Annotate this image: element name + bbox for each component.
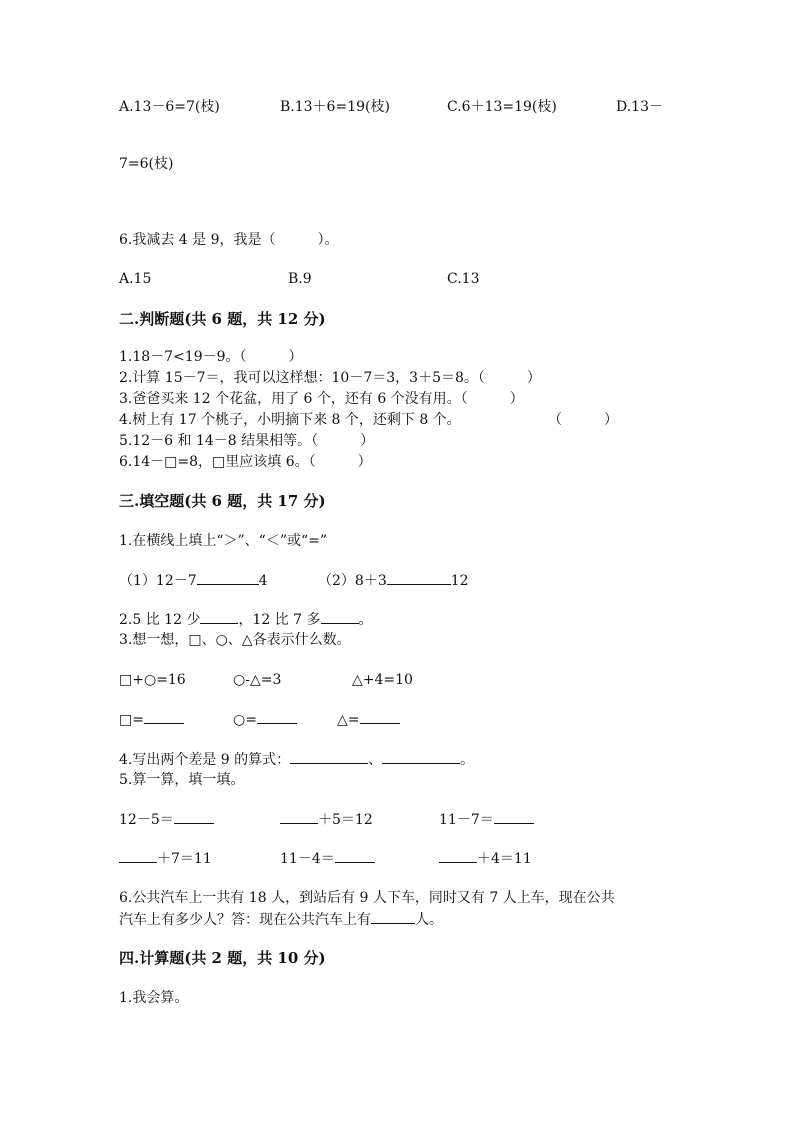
judge-item-2: 2.计算 15－7＝，我可以这样想：10－7＝3，3＋5＝8。（ ） bbox=[119, 370, 541, 386]
fill-q5-r1c3 bbox=[439, 809, 534, 830]
question-6-option-c: C.13 bbox=[447, 271, 480, 287]
option-a: A.13－6=7(枝) bbox=[119, 99, 220, 115]
fill-q3-answer-1 bbox=[119, 709, 184, 730]
fill-q3-answer-3 bbox=[337, 709, 400, 730]
calc-q1: 1.我会算。 bbox=[119, 990, 189, 1006]
fill-q5-r2c3-text: ＋4＝11 bbox=[477, 851, 532, 867]
answer-blank[interactable] bbox=[174, 809, 214, 824]
judge-item-4-paren: （ ） bbox=[548, 412, 618, 428]
fill-q2-text-b: ，12 比 7 多 bbox=[238, 612, 321, 628]
fill-q6-text-a: 汽车上有多少人？答：现在公共汽车上有 bbox=[119, 912, 371, 928]
fill-q1-part1 bbox=[119, 570, 268, 591]
fill-q2-text-a: 2.5 比 12 少 bbox=[119, 612, 201, 628]
fill-q1-part2-left: （2）8＋3 bbox=[318, 573, 387, 589]
option-d-continued: 7=6(枝) bbox=[119, 156, 174, 172]
judge-item-4: 4.树上有 17 个桃子，小明摘下来 8 个，还剩下 8 个。 bbox=[119, 412, 461, 428]
fill-q3-equation-3: △+4=10 bbox=[352, 672, 413, 688]
fill-q3-equation-1: □+○=16 bbox=[119, 672, 186, 688]
fill-q3-equation-2: ○-△=3 bbox=[233, 672, 282, 688]
fill-q3-answer-3-label: △= bbox=[337, 712, 360, 728]
fill-q2-text-c: 。 bbox=[358, 612, 373, 628]
answer-blank[interactable] bbox=[290, 749, 368, 764]
fill-q3-answer-2 bbox=[233, 709, 297, 730]
judge-item-1: 1.18－7<19－9。（ ） bbox=[119, 349, 303, 365]
fill-q5-r1c1-text: 12－5＝ bbox=[119, 812, 174, 828]
question-6-stem: 6.我减去 4 是 9，我是（ ）。 bbox=[119, 232, 339, 248]
fill-q5-r2c3 bbox=[439, 848, 532, 869]
answer-blank[interactable] bbox=[257, 709, 297, 724]
judge-item-3: 3.爸爸买来 12 个花盆，用了 6 个，还有 6 个没有用。（ ） bbox=[119, 391, 524, 407]
answer-blank[interactable] bbox=[119, 848, 157, 863]
fill-q5-stem: 5.算一算，填一填。 bbox=[119, 772, 245, 788]
answer-blank[interactable] bbox=[494, 809, 534, 824]
fill-q5-r2c1-text: ＋7＝11 bbox=[157, 851, 212, 867]
fill-q4-text-b: 、 bbox=[368, 752, 383, 768]
fill-q6-text-b: 人。 bbox=[415, 912, 443, 928]
answer-blank[interactable] bbox=[387, 570, 451, 585]
fill-q1-part1-left: （1）12－7 bbox=[119, 573, 197, 589]
answer-blank[interactable] bbox=[197, 570, 259, 585]
fill-q4-text-a: 4.写出两个差是 9 的算式： bbox=[119, 752, 291, 768]
answer-blank[interactable] bbox=[360, 709, 400, 724]
option-b: B.13＋6=19(枝) bbox=[280, 99, 390, 115]
fill-q3-answer-1-label: □= bbox=[119, 712, 144, 728]
section-3-title: 三.填空题(共 6 题，共 17 分) bbox=[119, 492, 326, 510]
answer-blank[interactable] bbox=[371, 909, 415, 924]
fill-q1-part2 bbox=[318, 570, 469, 591]
fill-q1-part1-right: 4 bbox=[258, 573, 268, 589]
fill-q5-r2c1 bbox=[119, 848, 212, 869]
answer-blank[interactable] bbox=[321, 609, 359, 624]
fill-q5-r1c2 bbox=[280, 809, 373, 830]
fill-q3-stem: 3.想一想，□、○、△各表示什么数。 bbox=[119, 632, 351, 648]
option-d: D.13－ bbox=[616, 99, 663, 115]
question-6-option-b: B.9 bbox=[288, 271, 312, 287]
answer-blank[interactable] bbox=[439, 848, 477, 863]
answer-blank[interactable] bbox=[144, 709, 184, 724]
option-c: C.6＋13=19(枝) bbox=[447, 99, 557, 115]
answer-blank[interactable] bbox=[382, 749, 460, 764]
fill-q1-part2-right: 12 bbox=[450, 573, 469, 589]
fill-q4-text-c: 。 bbox=[460, 752, 475, 768]
fill-q2 bbox=[119, 609, 373, 630]
fill-q5-r1c3-text: 11－7＝ bbox=[439, 812, 494, 828]
judge-item-6: 6.14－□=8，□里应该填 6。（ ） bbox=[119, 454, 372, 470]
fill-q5-r1c1 bbox=[119, 809, 214, 830]
fill-q4 bbox=[119, 749, 474, 770]
section-4-title: 四.计算题(共 2 题，共 10 分) bbox=[119, 949, 326, 967]
fill-q5-r1c2-text: ＋5＝12 bbox=[318, 812, 373, 828]
fill-q6-line-2 bbox=[119, 909, 443, 930]
fill-q5-r2c2-text: 11－4＝ bbox=[280, 851, 335, 867]
section-2-title: 二.判断题(共 6 题，共 12 分) bbox=[119, 310, 326, 328]
judge-item-5: 5.12－6 和 14－8 结果相等。（ ） bbox=[119, 433, 375, 449]
answer-blank[interactable] bbox=[335, 848, 375, 863]
fill-q6-line-1: 6.公共汽车上一共有 18 人，到站后有 9 人下车，同时又有 7 人上车，现在公共 bbox=[119, 890, 615, 906]
fill-q1-stem: 1.在横线上填上“＞”、“＜”或“=” bbox=[119, 533, 328, 549]
answer-blank[interactable] bbox=[200, 609, 238, 624]
answer-blank[interactable] bbox=[280, 809, 318, 824]
fill-q5-r2c2 bbox=[280, 848, 375, 869]
fill-q3-answer-2-label: ○= bbox=[233, 712, 257, 728]
question-6-option-a: A.15 bbox=[119, 271, 152, 287]
